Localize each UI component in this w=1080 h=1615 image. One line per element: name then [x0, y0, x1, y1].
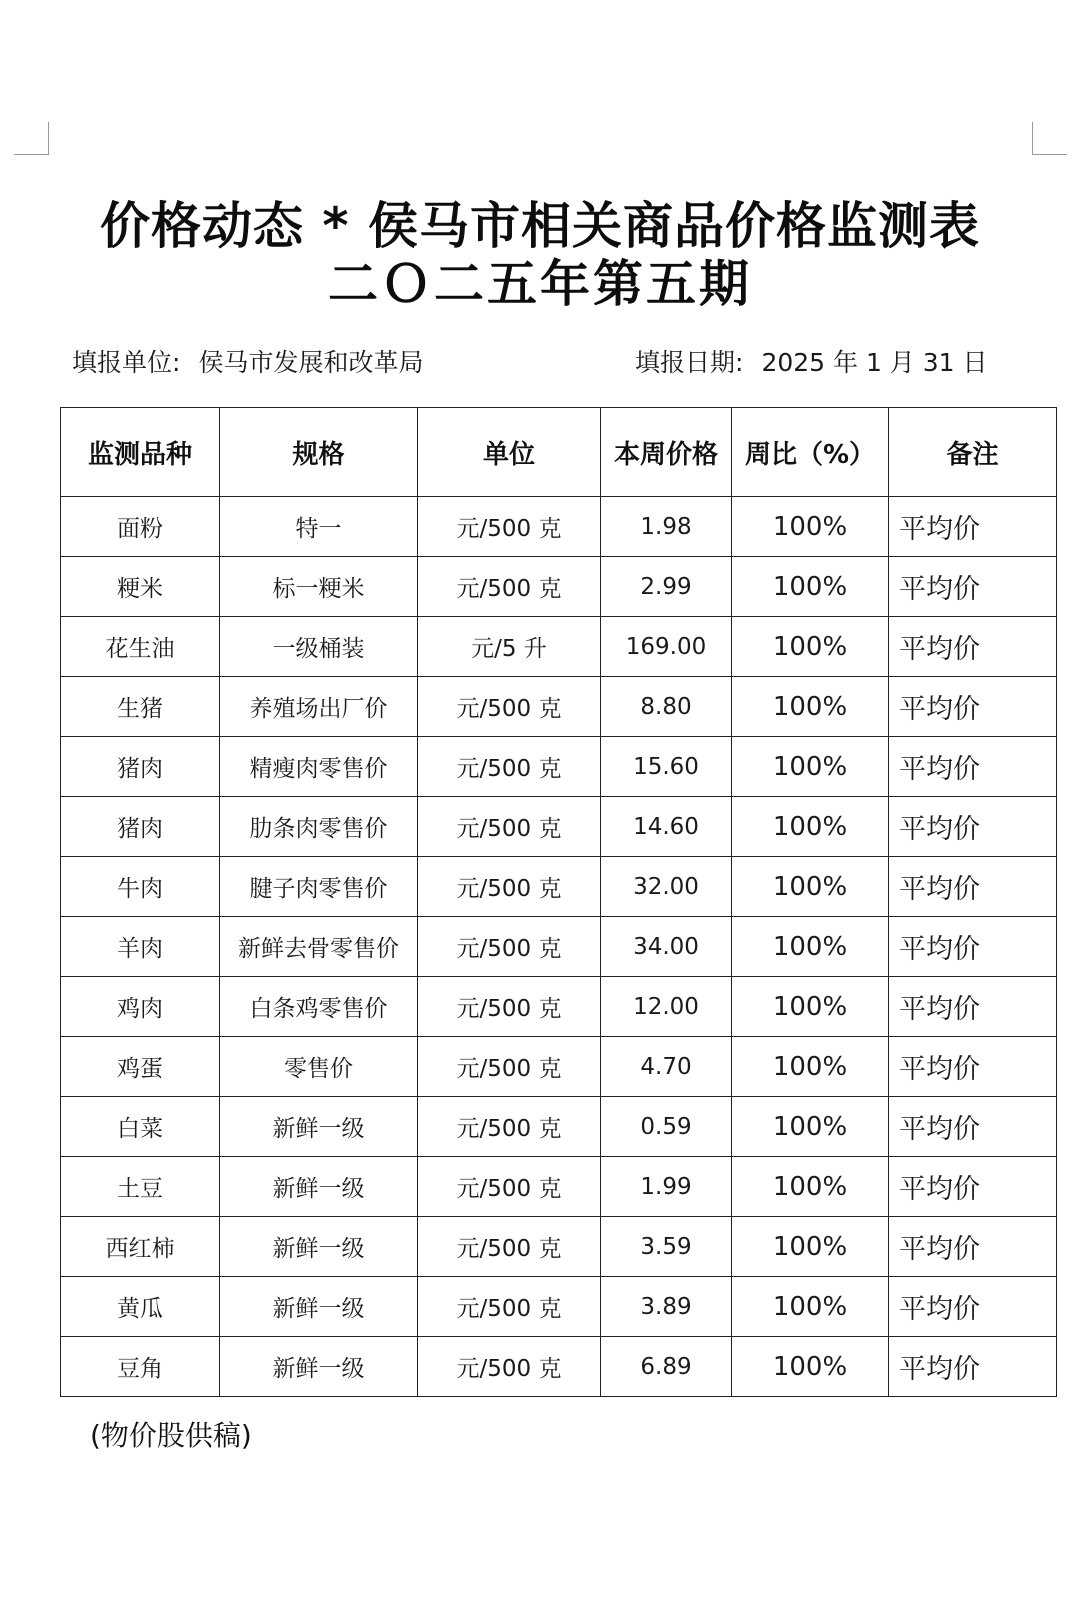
cell-unit: 元/500 克 [418, 1277, 601, 1337]
table-row [61, 557, 1057, 617]
cell-spec: 精瘦肉零售价 [220, 737, 418, 797]
cell-change: 100% [732, 1037, 889, 1097]
page-corner-mark-top-left [14, 122, 49, 155]
cell-price: 32.00 [601, 857, 732, 917]
cell-price: 8.80 [601, 677, 732, 737]
cell-spec: 零售价 [220, 1037, 418, 1097]
reporting-date-label: 填报日期: [635, 348, 744, 377]
cell-change: 100% [732, 797, 889, 857]
cell-spec: 肋条肉零售价 [220, 797, 418, 857]
cell-item: 鸡肉 [61, 977, 220, 1037]
cell-note: 平均价 [889, 797, 1057, 857]
cell-change: 100% [732, 857, 889, 917]
cell-price: 14.60 [601, 797, 732, 857]
header-item: 监测品种 [61, 408, 220, 497]
header-change: 周比（%） [732, 408, 889, 497]
cell-spec: 养殖场出厂价 [220, 677, 418, 737]
cell-price: 2.99 [601, 557, 732, 617]
cell-price: 0.59 [601, 1097, 732, 1157]
source-note: (物价股供稿) [90, 1419, 252, 1452]
cell-price: 12.00 [601, 977, 732, 1037]
cell-spec: 新鲜一级 [220, 1097, 418, 1157]
cell-spec: 新鲜一级 [220, 1337, 418, 1397]
cell-item: 牛肉 [61, 857, 220, 917]
cell-spec: 新鲜一级 [220, 1157, 418, 1217]
cell-note: 平均价 [889, 857, 1057, 917]
cell-note: 平均价 [889, 1217, 1057, 1277]
cell-unit: 元/500 克 [418, 1157, 601, 1217]
cell-spec: 腱子肉零售价 [220, 857, 418, 917]
cell-change: 100% [732, 1277, 889, 1337]
cell-spec: 新鲜去骨零售价 [220, 917, 418, 977]
cell-note: 平均价 [889, 977, 1057, 1037]
cell-price: 4.70 [601, 1037, 732, 1097]
page-corner-mark-top-right [1032, 122, 1067, 155]
cell-note: 平均价 [889, 1037, 1057, 1097]
cell-price: 6.89 [601, 1337, 732, 1397]
cell-unit: 元/500 克 [418, 1337, 601, 1397]
cell-change: 100% [732, 497, 889, 557]
table-row [61, 857, 1057, 917]
cell-price: 1.98 [601, 497, 732, 557]
cell-spec: 白条鸡零售价 [220, 977, 418, 1037]
cell-spec: 一级桶装 [220, 617, 418, 677]
cell-spec: 特一 [220, 497, 418, 557]
document-title: 价格动态 * 侯马市相关商品价格监测表 [100, 197, 980, 255]
price-monitoring-table [60, 407, 1057, 1397]
table-row [61, 497, 1057, 557]
cell-item: 花生油 [61, 617, 220, 677]
cell-item: 生猪 [61, 677, 220, 737]
cell-price: 169.00 [601, 617, 732, 677]
cell-unit: 元/500 克 [418, 917, 601, 977]
cell-item: 面粉 [61, 497, 220, 557]
table-row [61, 737, 1057, 797]
cell-price: 34.00 [601, 917, 732, 977]
table-row [61, 617, 1057, 677]
cell-change: 100% [732, 917, 889, 977]
cell-note: 平均价 [889, 497, 1057, 557]
cell-change: 100% [732, 677, 889, 737]
cell-spec: 新鲜一级 [220, 1217, 418, 1277]
table-row [61, 797, 1057, 857]
cell-spec: 标一粳米 [220, 557, 418, 617]
cell-item: 粳米 [61, 557, 220, 617]
reporting-unit [72, 346, 423, 380]
cell-note: 平均价 [889, 1337, 1057, 1397]
cell-note: 平均价 [889, 617, 1057, 677]
cell-note: 平均价 [889, 1097, 1057, 1157]
cell-unit: 元/500 克 [418, 797, 601, 857]
header-spec: 规格 [220, 408, 418, 497]
cell-unit: 元/500 克 [418, 557, 601, 617]
cell-unit: 元/500 克 [418, 857, 601, 917]
cell-change: 100% [732, 1157, 889, 1217]
table-row [61, 1217, 1057, 1277]
cell-change: 100% [732, 557, 889, 617]
cell-price: 3.89 [601, 1277, 732, 1337]
cell-unit: 元/500 克 [418, 497, 601, 557]
table-row [61, 977, 1057, 1037]
cell-price: 3.59 [601, 1217, 732, 1277]
cell-item: 鸡蛋 [61, 1037, 220, 1097]
table-row [61, 1337, 1057, 1397]
document-subtitle: 二Ｏ二五年第五期 [328, 255, 752, 313]
table-row [61, 1097, 1057, 1157]
cell-note: 平均价 [889, 557, 1057, 617]
cell-note: 平均价 [889, 677, 1057, 737]
cell-item: 黄瓜 [61, 1277, 220, 1337]
cell-unit: 元/500 克 [418, 737, 601, 797]
cell-change: 100% [732, 1337, 889, 1397]
cell-unit: 元/500 克 [418, 1097, 601, 1157]
cell-price: 1.99 [601, 1157, 732, 1217]
cell-item: 西红柿 [61, 1217, 220, 1277]
table-row [61, 917, 1057, 977]
cell-unit: 元/500 克 [418, 977, 601, 1037]
header-note: 备注 [889, 408, 1057, 497]
cell-item: 猪肉 [61, 737, 220, 797]
cell-item: 猪肉 [61, 797, 220, 857]
cell-change: 100% [732, 977, 889, 1037]
cell-unit: 元/500 克 [418, 1037, 601, 1097]
cell-note: 平均价 [889, 1277, 1057, 1337]
reporting-unit-label: 填报单位: [72, 348, 181, 377]
reporting-date [635, 346, 988, 380]
header-price: 本周价格 [601, 408, 732, 497]
cell-unit: 元/500 克 [418, 677, 601, 737]
table-row [61, 1277, 1057, 1337]
cell-item: 羊肉 [61, 917, 220, 977]
cell-change: 100% [732, 617, 889, 677]
table-row [61, 677, 1057, 737]
cell-item: 土豆 [61, 1157, 220, 1217]
cell-item: 豆角 [61, 1337, 220, 1397]
cell-unit: 元/500 克 [418, 1217, 601, 1277]
cell-note: 平均价 [889, 1157, 1057, 1217]
cell-unit: 元/5 升 [418, 617, 601, 677]
cell-change: 100% [732, 1097, 889, 1157]
header-unit: 单位 [418, 408, 601, 497]
table-row [61, 1037, 1057, 1097]
cell-item: 白菜 [61, 1097, 220, 1157]
table-header-row [61, 408, 1057, 497]
cell-note: 平均价 [889, 917, 1057, 977]
reporting-date-value: 2025 年 1 月 31 日 [761, 348, 988, 377]
cell-change: 100% [732, 1217, 889, 1277]
cell-note: 平均价 [889, 737, 1057, 797]
cell-change: 100% [732, 737, 889, 797]
reporting-unit-value: 侯马市发展和改革局 [198, 348, 424, 377]
cell-price: 15.60 [601, 737, 732, 797]
cell-spec: 新鲜一级 [220, 1277, 418, 1337]
table-row [61, 1157, 1057, 1217]
table-body [61, 497, 1057, 1397]
